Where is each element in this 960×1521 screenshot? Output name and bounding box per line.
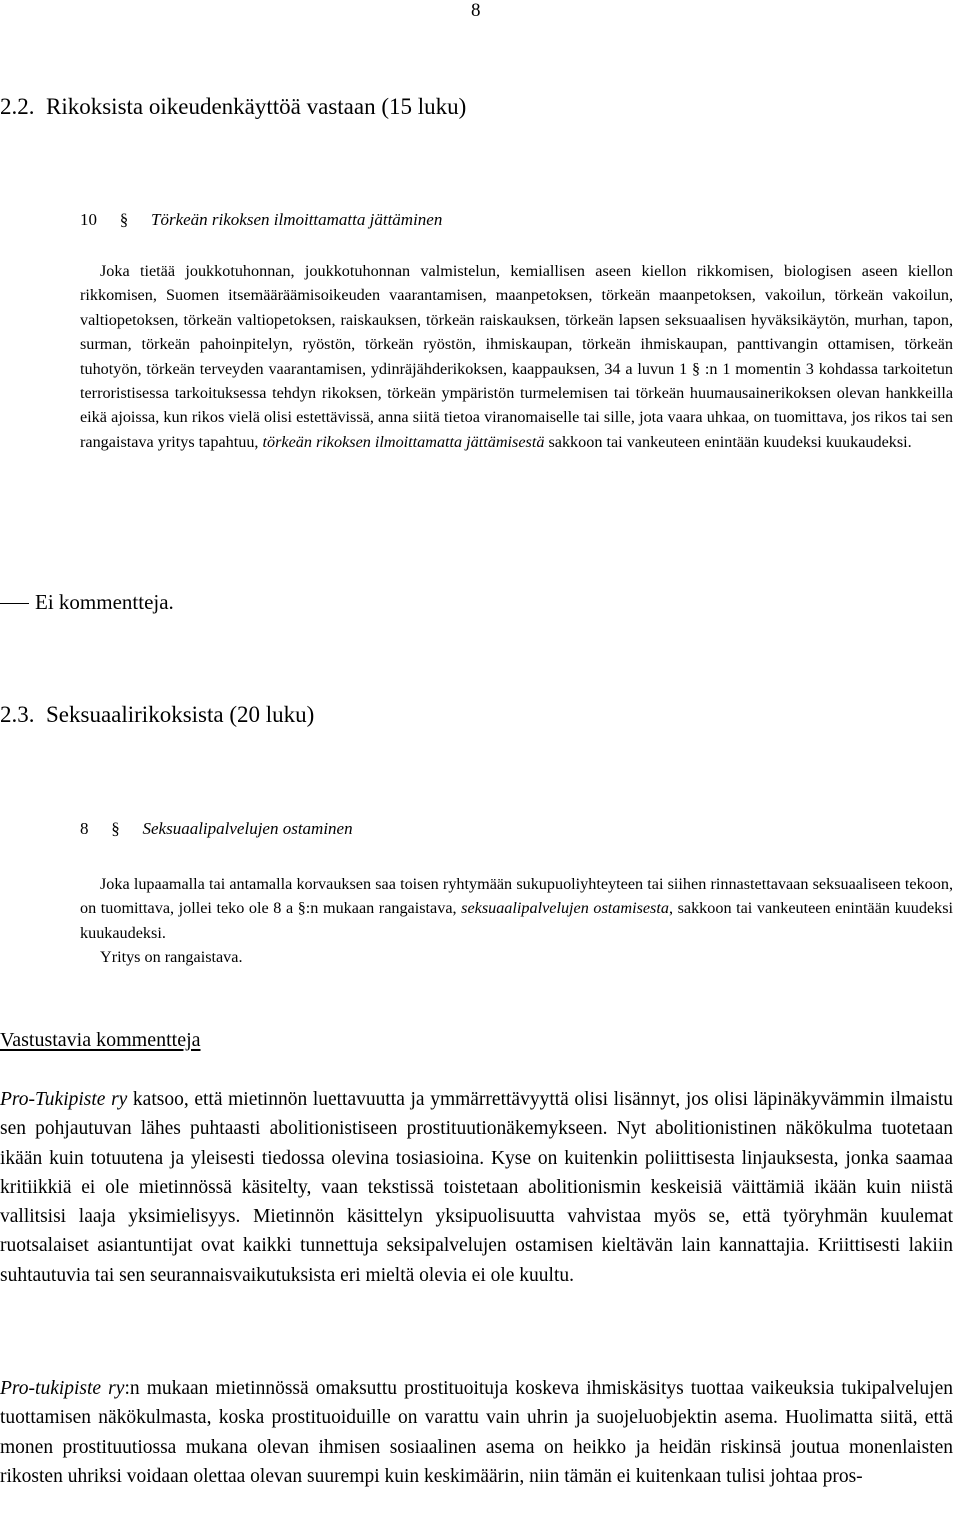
law-paragraph [80,259,953,454]
section-number: 2.3. [0,702,35,727]
no-comments-text: Ei kommentteja. [35,590,174,614]
law-text-before: Joka lupaamalla tai antamalla korvauksen saa toisen ryhtymään sukupuoliyhteyteen tai siihen rinnastettavaan seksuaaliseen tekoon, on tuomittava, jollei teko ole 8 a §:n mukaan rangaistava, [80,875,953,918]
section-symbol: § [111,819,120,838]
comment-paragraph-2 [0,1374,953,1491]
law-paragraph-2: Yritys on rangaistava. [100,948,243,967]
section-title: Rikoksista oikeudenkäyttöä vastaan (15 luku) [46,94,467,119]
page-number: 8 [471,0,481,21]
law-text-italic: törkeän rikoksen ilmoittamatta jättämisestä [262,432,545,451]
law-text-2-2 [80,259,953,454]
section-symbol: § [119,210,129,229]
section-number: 2.2. [0,94,35,119]
law-text-after: , sakkoon tai vankeuteen enintään kuudeksi kuukaudeksi. [80,899,954,942]
paragraph-number: 10 [80,210,97,229]
paragraph-number: 8 [80,819,89,838]
law-text-2-3 [80,872,953,970]
no-comments-line [0,589,174,615]
law-text-after: sakkoon tai vankeuteen enintään kuudeksi kuukaudeksi. [548,432,912,451]
law-text-before: Joka tietää joukkotuhonnan, joukkotuhonnan valmistelun, kemiallisen aseen kiellon rikkomisen, biologisen aseen kiellon rikkomisen, Suomen itsemääräämisoikeuden vaarantamisen, maanpetoksen, törkeän maanpetoksen, vakoilun, törkeän vakoilun, valtiopetoksen, törkeän valtiopetoksen, raiskauksen, törkeän raiskauksen, törkeän lapsen seksuaalisen hyväksikäytön, murhan, tapon, surman, törkeän pahoinpitelyn, ryöstön, törkeän ryöstön, ihmiskaupan, törkeän ihmiskaupan, panttivangin ottamisen, törkeän tuhotyön, törkeän terveyden vaarantamisen, ydinräjähderikoksen, kaappauksen, 34 a luvun 1 § :n 1 momentin 3 kohdassa tarkoitetun terroristisessa tarkoituksessa tehdyn rikoksen, törkeän ympäristön turmelemisen tai törkeän huumausainerikoksen olevan hankkeilla eikä ajoissa, kun rikos vielä olisi estettävissä, anna siitä tietoa viranomaiselle tai sille, jota vaara uhkaa, on tuomittava, jos rikos tai sen rangaistava yritys tapahtuu, [80,262,953,451]
comment-text: katsoo, että mietinnön luettavuutta ja ymmärrettävyyttä olisi lisännyt, jos olisi läpinäkyvämmin ilmaistu sen pohjautuvan lähes puhtaasti abolitionistiseen prostituutionäkemykseen. Nyt abolitionistinen näkökulma tuotetaan ikään kuin totuutena ja yleisesti tiedossa olevina tosiasioina. Kyse on kuitenkin poliittisesta linjauksesta, jonka saamaa kritiikkiä ei ole mietinnössä käsitelty, vaan tekstissä toistetaan abolitionismin keskeisiä väittämiä ikään kuin niistä vallitsisi laaja yksimielisyys. Mietinnön käsittelyn yksipuolisuutta vahvistaa myös se, että työryhmän kuulemat ruotsalaiset asiantuntijat ovat kaikki tunnettuja seksipalvelujen ostamisen kieltävän lain kannattajia. Kriittisesti lakiin suhtautuvia tai sen seurannaisvaikutuksista eri mieltä olevia ei ole kuultu. [0,1089,953,1286]
section-heading-2-2 [0,93,466,121]
dash-rule [0,603,29,604]
law-text-italic: seksuaalipalvelujen ostamisesta [461,899,669,918]
comment-paragraph-1 [0,1085,953,1290]
paragraph-title: Törkeän rikoksen ilmoittamatta jättäminen [151,210,443,229]
comment-text: :n mukaan mietinnössä omaksuttu prostituoituja koskeva ihmiskäsitys tuottaa vaikeuksia tukipalvelujen tuottamisen näkökulmasta, koska prostituoiduille on varattu vain uhrin ja suojeluobjektin asema. Huolimatta siitä, että monen prostituutiossa mukana olevan ihmisen sosiaalinen asema on heikko ja heidän riskinsä joutua monenlaisten rikosten uhriksi voidaan olettaa olevan suurempi kuin keskimäärin, niin tämän ei kuitenkaan tulisi johtaa pros- [0,1378,953,1487]
paragraph-heading-8 [80,818,353,840]
section-title: Seksuaalirikoksista (20 luku) [46,702,315,727]
organization-name: Pro-tukipiste ry [0,1378,125,1399]
paragraph-title: Seksuaalipalvelujen ostaminen [142,819,353,838]
law-paragraph [80,872,953,945]
paragraph-heading-10 [80,209,442,231]
organization-name: Pro-Tukipiste ry [0,1089,128,1110]
section-heading-2-3 [0,701,314,729]
opposing-comments-heading: Vastustavia kommentteja [0,1029,201,1051]
